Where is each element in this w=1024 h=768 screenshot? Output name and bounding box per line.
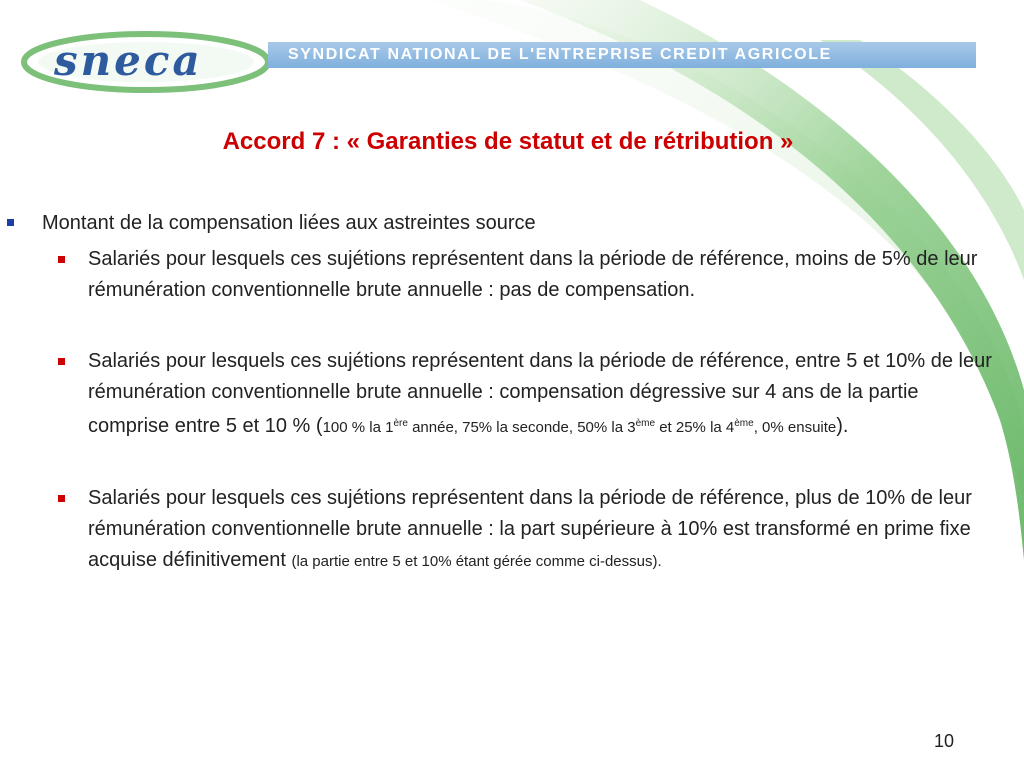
banner-title: SYNDICAT NATIONAL DE L'ENTREPRISE CREDIT AGRICOLE	[288, 46, 832, 63]
page-number: 10	[934, 731, 955, 751]
bullet-text: Salariés pour lesquels ces sujétions représentent dans la période de référence, moins de 5% de leur rémunération conventionnelle brute annuelle : pas de compensation.	[88, 248, 978, 301]
bullet-item-1	[0, 244, 1024, 306]
level1-item	[0, 208, 1024, 238]
bullet-note: (la partie entre 5 et 10% étant gérée comme ci-dessus).	[291, 553, 662, 570]
square-bullet-icon	[58, 495, 65, 502]
bullet-item-3	[0, 483, 1024, 577]
bullet-item-2	[0, 346, 1024, 443]
slide-title: Accord 7 : « Garanties de statut et de rétribution »	[222, 128, 794, 155]
square-bullet-icon	[7, 219, 14, 226]
sneca-logo	[18, 22, 283, 97]
square-bullet-icon	[58, 256, 65, 263]
bullet-note: 100 % la 1ère année, 75% la seconde, 50% la 3ème et 25% la 4ème, 0% ensuite	[322, 418, 837, 436]
slide-body	[0, 208, 1024, 577]
bullet-text: Salariés pour lesquels ces sujétions représentent dans la période de référence, plus de 10% de leur rémunération conventionnelle brute annuelle : la part supérieure à 10% est transformé en prime fixe acquise définitivement	[88, 487, 972, 571]
bullet-text: Salariés pour lesquels ces sujétions représentent dans la période de référence, entre 5 et 10% de leur rémunération conventionnelle brute annuelle : compensation dégressive sur 4 ans de la partie comprise entre 5 et 10 % (	[88, 350, 992, 437]
square-bullet-icon	[58, 358, 65, 365]
bullet-tail: ).	[836, 415, 849, 437]
logo-wordmark: sneca	[54, 36, 203, 85]
level1-text: Montant de la compensation liées aux astreintes source	[42, 212, 536, 234]
header-banner	[268, 42, 976, 68]
